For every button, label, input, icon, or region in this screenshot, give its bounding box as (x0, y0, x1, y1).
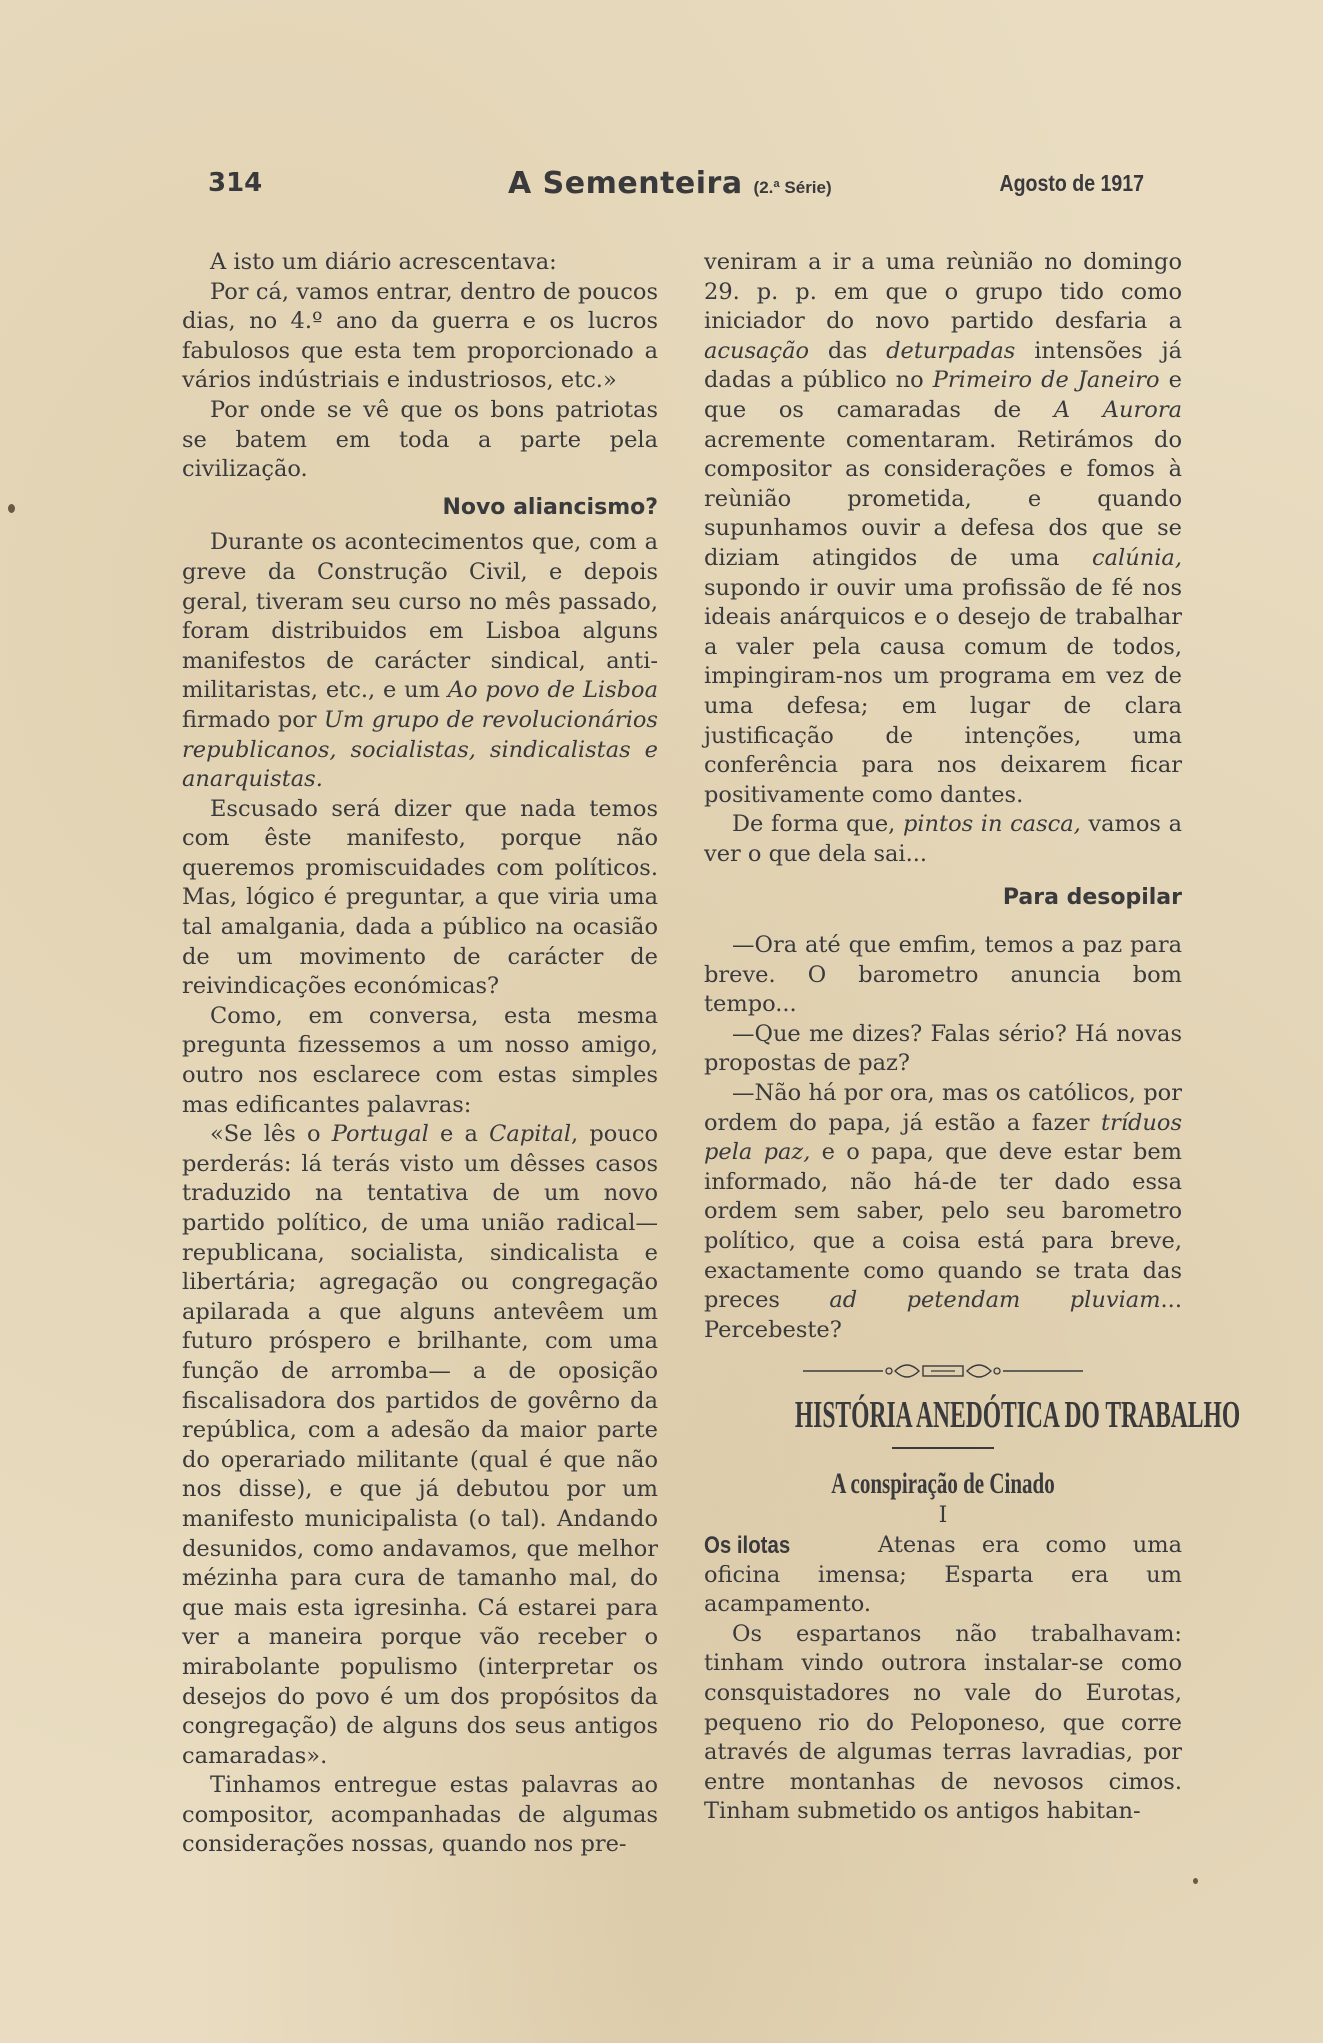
italic-run: deturpadas (886, 337, 1016, 364)
paragraph: Por onde se vê que os bons patriotas se batem em toda a parte pela civilização. (182, 396, 658, 483)
paper-stain (8, 504, 15, 513)
journal-title (508, 166, 832, 201)
article-title: A conspiração de Cinado (831, 1467, 1055, 1501)
text-run: e a (428, 1121, 490, 1148)
paragraph: A isto um diário acrescentava: (210, 249, 557, 275)
text-run: das (809, 337, 887, 364)
text-run: ... Percebeste? (704, 1287, 1182, 1343)
italic-run: A Aurora (1053, 396, 1182, 423)
subheading-para-desopilar: Para desopilar (1002, 885, 1182, 911)
italic-run: Capital (489, 1121, 572, 1148)
text-run: e o papa, que deve estar bem informado, não há-de ter dado essa ordem sem saber, pelo seu barometro político, que a coisa está para breve, exactamente como quando se trata das preces (704, 1139, 1182, 1314)
paragraph: Tinhamos entregue estas palavras ao compositor, acompanhadas de algumas considerações nossas, quando nos pre- (182, 1772, 658, 1858)
ornament-divider (704, 1359, 1182, 1377)
paragraph: Como, em conversa, esta mesma pregunta fizessemos a um nosso amigo, outro nos esclarece com estas simples mas edificantes palavras: (182, 1002, 658, 1118)
paragraph: Por cá, vamos entrar, dentro de poucos dias, no 4.º ano da guerra e os lucros fabulosos que esta tem proporcionado a vários indústriais e industriosos, etc.» (182, 278, 658, 394)
ornament-icon (803, 1362, 1083, 1380)
paragraph: —Que me dizes? Falas sério? Há novas propostas de paz? (704, 1020, 1182, 1077)
text-run: Durante os acontecimentos que, com a greve da Construção Civil, e depois geral, tiveram seu curso no mês passado, foram distribuidos em Lisboa alguns manifestos de carácter sindical, anti-militaristas, etc., e um (182, 529, 658, 704)
journal-name: A Sementeira (508, 166, 743, 201)
side-label: Os ilotas (704, 1531, 791, 1559)
italic-run: Portugal (331, 1121, 429, 1148)
text-run: e que os camaradas de (704, 367, 1182, 423)
text-run: intensões já dadas a público no (704, 337, 1182, 394)
italic-run: acusação (704, 337, 810, 364)
text-run: vamos a ver o que dela sai... (704, 811, 1182, 867)
paragraph (182, 1120, 658, 1771)
subheading-novo-aliancismo: Novo aliancismo? (442, 494, 658, 520)
text-run: supondo ir ouvir uma profissão de fé nos ideais anárquicos e o desejo de trabalhar a valer pela causa comum de todos, impingiram-nos um programa em vez de uma defesa; em lugar de clara justificação de intenções, uma conferência para nos deixarem ficar positivamente como dantes. (704, 574, 1182, 808)
paragraph (704, 1079, 1182, 1345)
running-header (208, 168, 1144, 208)
text-run: acremente comentaram. Retirámos do compositor as considerações e fomos à reùnião prometida, e quando supunhamos ouvir a defesa dos que se diziam atingidos de uma (704, 426, 1182, 571)
paragraph (704, 810, 1182, 869)
text-run: —Não há por ora, mas os católicos, por ordem do papa, já estão a fazer (704, 1080, 1182, 1136)
page-number: 314 (208, 168, 263, 198)
paragraph (704, 1531, 1182, 1620)
italic-run: tríduos pela paz, (704, 1109, 1182, 1166)
paragraph (704, 248, 1182, 810)
text-run: Atenas era como uma oficina imensa; Esparta era um acampamento. (704, 1531, 1182, 1618)
text-run: , pouco perderás: lá terás visto um dêsses casos traduzido na tentativa de um novo partido político, de uma união radical—republicana, socialista, sindicalista e libertária; agregação ou congregação apilarada a que alguns antevêem um futuro próspero e brilhante, com uma função de arromba— a de oposição fiscalisadora dos partidos de govêrno da república, com a adesão da maior parte do operariado militante (qual é que não nos disse), e que já debutou por um manifesto municipalista (o tal). Andando desunidos, como andavamos, que melhor mézinha para cura de tamanho mal, do que mais esta igresinha. Cá estarei para ver a maneira porque vão receber o mirabolante populismo (interpretar os desejos do povo é um dos propósitos da congregação) de alguns dos seus antigos camaradas». (182, 1121, 658, 1769)
italic-run: ad petendam pluviam (829, 1287, 1161, 1314)
italic-run: Um grupo de revolucionários republicanos, socialistas, sindicalistas e anarquistas. (182, 706, 658, 793)
text-run: firmado por (182, 706, 324, 733)
chapter-number: I (938, 1503, 948, 1529)
paragraph: Os espartanos não trabalhavam: tinham vindo outrora instalar-se como consquistadores no vale do Eurotas, pequeno rio do Peloponeso, que corre através de algumas terras lavradias, por entre montanhas de nevosos cimos. Tinham submetido os antigos habitan- (704, 1620, 1182, 1825)
section-title: HISTÓRIA ANEDÓTICA DO TRABALHO (794, 1394, 1241, 1437)
paragraph: Escusado será dizer que nada temos com êste manifesto, porque não queremos promiscuidades com políticos. Mas, lógico é preguntar, a que viria uma tal amalgania, dada a público na ocasião de um movimento de carácter de reivindicações económicas? (182, 795, 658, 1000)
issue-date: Agosto de 1917 (999, 170, 1144, 196)
text-run: De forma que, (732, 811, 903, 838)
title-rule (892, 1447, 994, 1449)
text-run: «Se lês o (210, 1121, 332, 1148)
paragraph: —Ora até que emfim, temos a paz para breve. O barometro anuncia bom tempo... (704, 932, 1182, 1018)
text-run: veniram a ir a uma reùnião no domingo 29. p. p. em que o grupo tido como iniciador do novo partido desfaria a (704, 249, 1182, 335)
left-column (182, 248, 658, 1860)
italic-run: Primeiro de Janeiro (932, 367, 1160, 394)
paper-stain (1193, 1878, 1198, 1884)
italic-run: pintos in casca, (902, 811, 1081, 838)
series-label: (2.ª Série) (753, 178, 832, 197)
italic-run: calúnia, (1092, 544, 1182, 571)
paragraph (182, 528, 658, 794)
italic-run: Ao povo de Lisboa (447, 677, 658, 704)
right-column (704, 248, 1241, 1827)
